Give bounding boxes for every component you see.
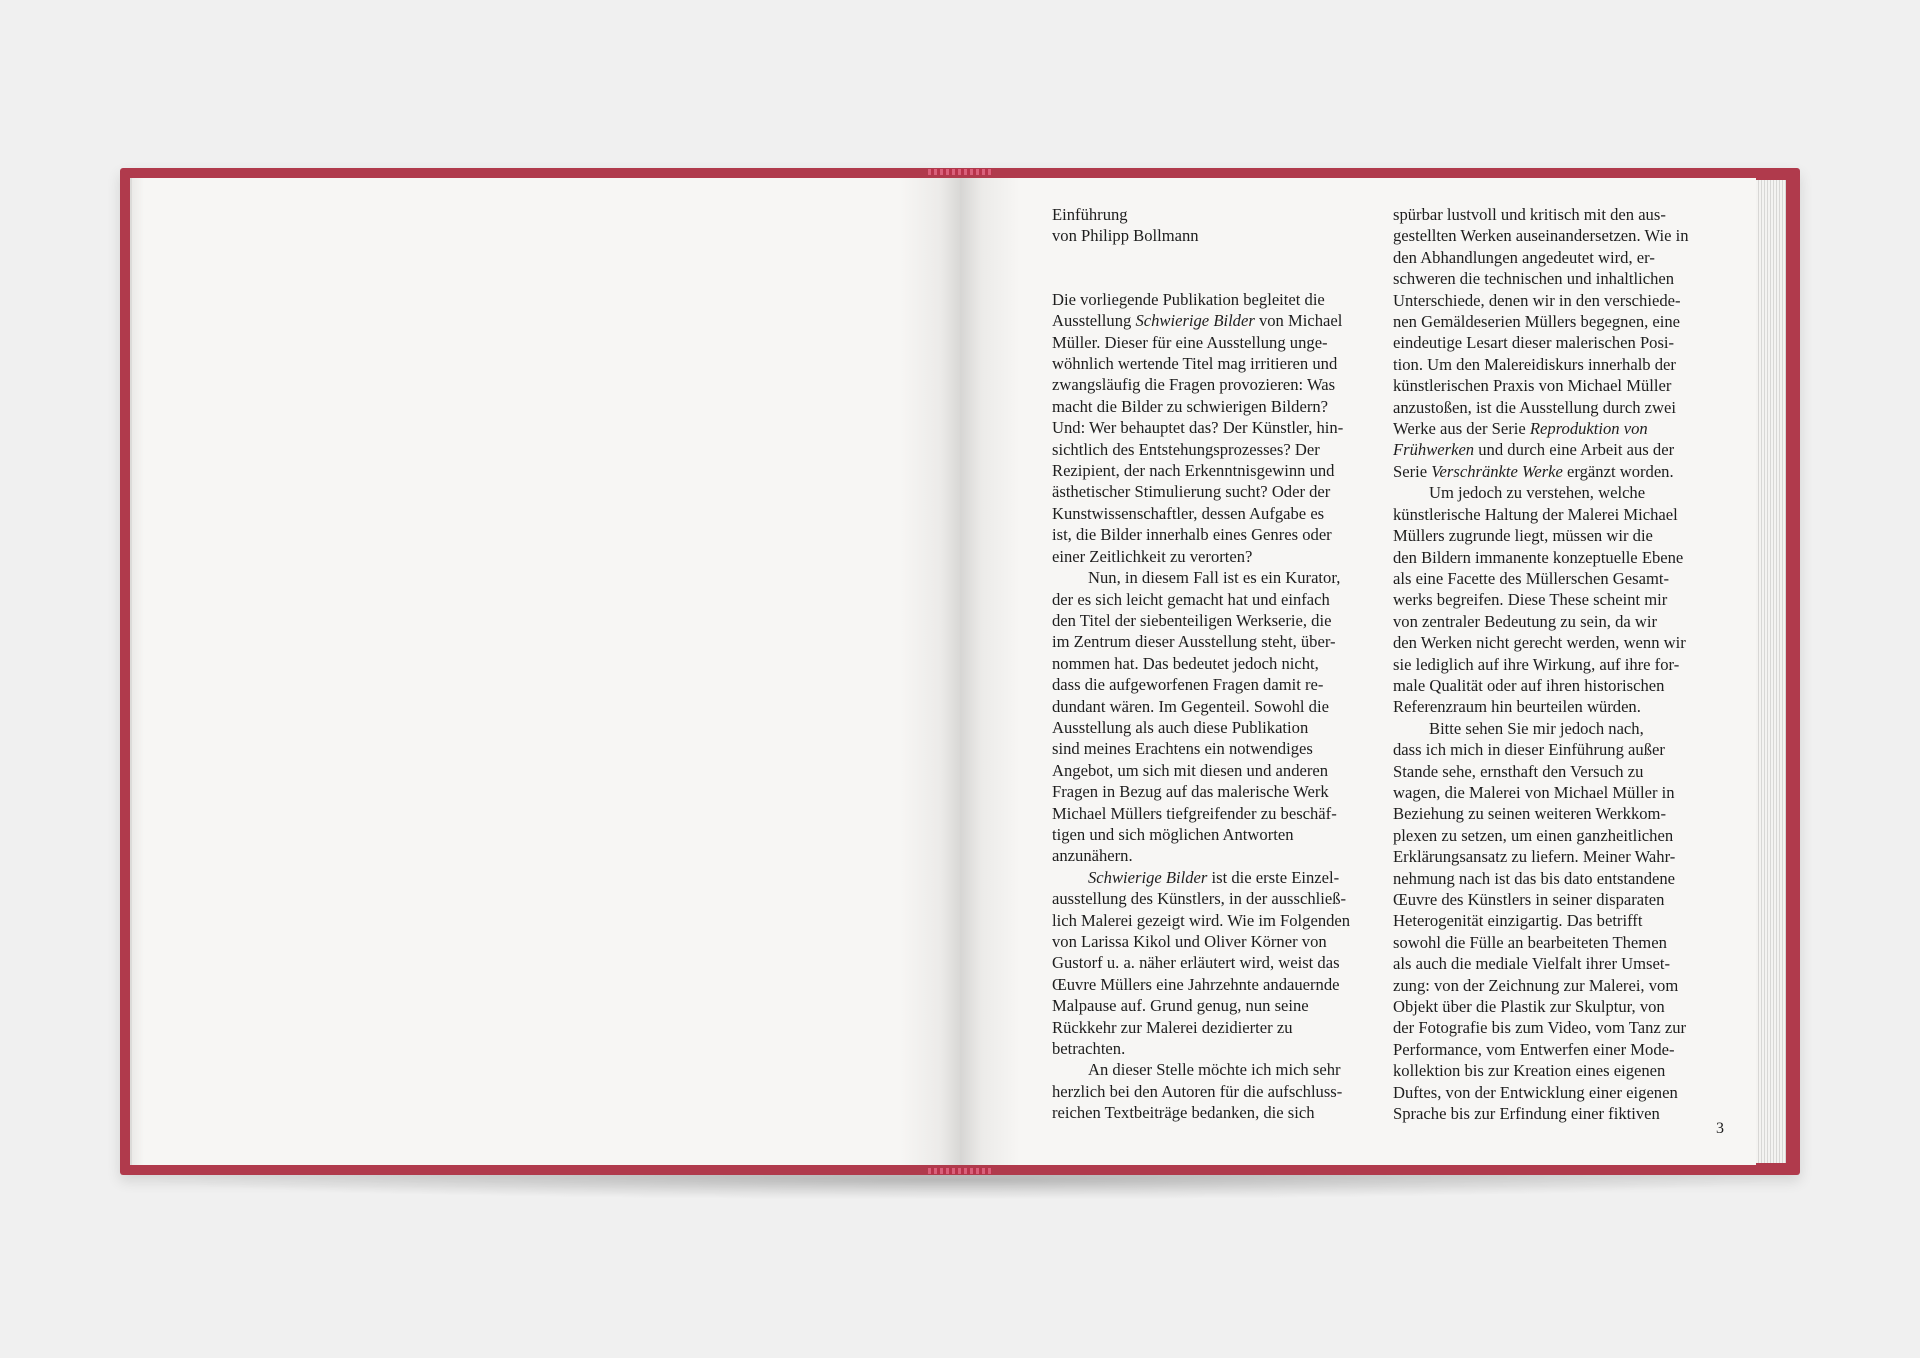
- paragraph-3: [1052, 867, 1382, 1060]
- paragraph-5-italic-series-1: Reproduktion von Frühwerken: [1393, 419, 1648, 460]
- paragraph-6: Um jedoch zu verstehen, welche künstlerische Haltung der Malerei Michael Müllers zugrunde liegt, müssen wir die den Bildern immanente konzeptuelle Ebene als eine Facette des Müllerschen Gesamt- werks begreifen. Diese These scheint mir von zentraler Bedeutung zu sein, da wir den Werken nicht gerecht werden, wenn wir sie lediglich auf ihre Wirkung, auf ihre for- male Qualität oder auf ihren historischen Referenzraum hin beurteilen würden.: [1393, 483, 1686, 717]
- essay-byline: von Philipp Bollmann: [1052, 226, 1199, 246]
- heading-spacer: [1052, 247, 1382, 289]
- paragraph-1-part-a: Die vorliegende Publikation begleitet die Ausstellung: [1052, 289, 1325, 331]
- essay-heading: [1052, 204, 1382, 247]
- essay-title: Einführung: [1052, 205, 1128, 224]
- paragraph-1-part-b: von Michael Müller. Dieser für eine Ausstellung unge- wöhnlich wertende Titel mag irritieren und zwangsläufig die Fragen provozieren: Was macht die Bilder zu schwierigen Bildern? Und: Wer behauptet das? Der Künstler, hin- sichtlich des Entstehungsprozesses? Der Rezipient, der nach Erkenntnisgewinn und ästhetischer Stimulierung sucht? Oder der Kunstwissenschaftler, dessen Aufgabe es ist, die Bilder innerhalb eines Genres oder einer Zeitlichkeit zu verorten?: [1052, 311, 1344, 566]
- paragraph-2: Nun, in diesem Fall ist es ein Kurator, der es sich leicht gemacht hat und einfach den Titel der siebenteiligen Werkserie, die im Zentrum dieser Ausstellung steht, über- nommen hat. Das bedeutet jedoch nicht, dass die aufgeworfenen Fragen damit re- dundant wären. Im Gegenteil. Sowohl die Ausstellung als auch diese Publikation sind meines Erachtens ein notwendiges Angebot, um sich mit diesen und anderen Fragen in Bezug auf das malerische Werk Michael Müllers tiefgreifender zu beschäf- tigen und sich möglichen Antworten anzunähern.: [1052, 568, 1341, 866]
- left-page: [130, 178, 960, 1165]
- paragraph-4: An dieser Stelle möchte ich mich sehr herzlich bei den Autoren für die aufschluss- reichen Textbeiträge bedanken, die sich: [1052, 1060, 1343, 1123]
- paragraph-7: Bitte sehen Sie mir jedoch nach, dass ich mich in dieser Einführung außer Stande sehe, ernsthaft den Versuch zu wagen, die Malerei von Michael Müller in Beziehung zu seinen weiteren Werkkom- plexen zu setzen, um einen ganzheitlichen Erklärungsansatz zu liefern. Meiner Wahr- nehmung nach ist das bis dato entstandene Œuvre des Künstlers in seiner disparaten Heterogenität einzigartig. Das betrifft sowohl die Fülle an bearbeiteten Themen als auch die mediale Vielfalt ihrer Umset- zung: von der Zeichnung zur Malerei, vom Objekt über die Plastik zur Skulptur, von der Fotografie bis zum Video, vom Tanz zur Performance, vom Entwerfen einer Mode- kollektion bis zur Kreation eines eigenen Duftes, von der Entwicklung einer eigenen Sprache bis zur Erfindung einer fiktiven: [1393, 718, 1687, 1124]
- headband-bottom: [928, 1168, 992, 1174]
- paragraph-3-italic-title: Schwierige Bilder: [1088, 867, 1208, 887]
- paragraph-5-part-c: ergänzt worden.: [1562, 461, 1674, 481]
- paragraph-5: [1393, 204, 1723, 482]
- page-edges: [1756, 180, 1786, 1163]
- headband-top: [928, 169, 992, 175]
- text-column-left: [1052, 204, 1382, 1124]
- paragraph-3-rest: ist die erste Einzel- ausstellung des Künstlers, in der ausschließ- lich Malerei gezeigt wird. Wie im Folgenden von Larissa Kikol und Oliver Körner von Gustorf u. a. näher erläutert wird, weist das Œuvre Müllers eine Jahrzehnte andauernde Malpause auf. Grund genug, nun seine Rückkehr zur Malerei dezidierter zu betrachten.: [1052, 867, 1351, 1059]
- text-column-right: [1393, 204, 1723, 1124]
- page-number: 3: [1716, 1120, 1724, 1137]
- paragraph-1: [1052, 289, 1382, 567]
- paragraph-1-italic-title: Schwierige Bilder: [1135, 311, 1255, 331]
- paragraph-5-part-b: und durch eine Arbeit aus der Serie: [1393, 440, 1675, 481]
- paragraph-5-italic-series-2: Verschränkte Werke: [1431, 461, 1563, 481]
- paragraph-5-part-a: spürbar lustvoll und kritisch mit den aus- gestellten Werken auseinandersetzen. Wie in den Abhandlungen angedeutet wird, er- schweren die technischen und inhaltlichen Unterschiede, denen wir in den verschiede- nen Gemäldeserien Müllers begegnen, eine eindeutige Lesart dieser malerischen Posi- tion. Um den Malereidiskurs innerhalb der künstlerischen Praxis von Michael Müller anzustoßen, ist die Ausstellung durch zwei Werke aus der Serie: [1393, 205, 1689, 439]
